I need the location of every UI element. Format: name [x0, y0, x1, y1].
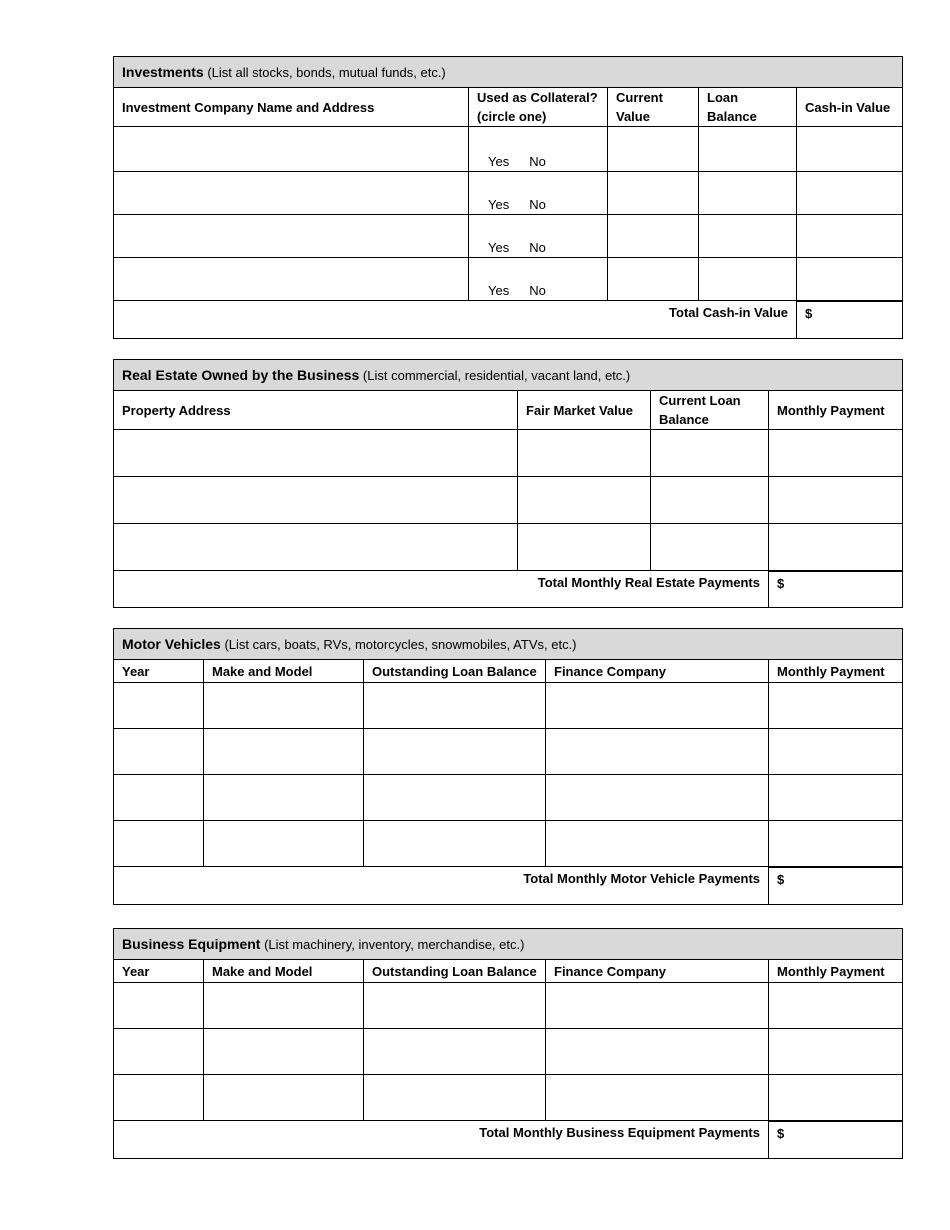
monthly-payment-field[interactable] — [769, 983, 903, 1029]
business-equipment-table — [113, 928, 903, 1159]
no-option[interactable]: No — [529, 197, 546, 212]
table-row — [114, 729, 903, 775]
col-monthly-payment: Monthly Payment — [769, 391, 903, 430]
make-model-field[interactable] — [204, 1029, 364, 1075]
total-motor-vehicle-payments-field[interactable]: $ — [769, 867, 903, 905]
table-row — [114, 430, 903, 477]
business-equipment-title: Business Equipment — [122, 936, 261, 952]
total-cash-in-value-label: Total Cash-in Value — [114, 301, 797, 339]
investment-company-field[interactable] — [114, 258, 469, 301]
investment-company-field[interactable] — [114, 172, 469, 215]
cash-in-value-field[interactable] — [797, 172, 903, 215]
real-estate-table — [113, 359, 903, 608]
current-value-field[interactable] — [608, 127, 699, 172]
no-option[interactable]: No — [529, 240, 546, 255]
cash-in-value-field[interactable] — [797, 127, 903, 172]
real-estate-header — [114, 360, 903, 391]
investments-column-headers — [114, 88, 903, 127]
table-row — [114, 775, 903, 821]
col-finance-company: Finance Company — [546, 960, 769, 983]
make-model-field[interactable] — [204, 729, 364, 775]
monthly-payment-field[interactable] — [769, 775, 903, 821]
total-real-estate-payments-label: Total Monthly Real Estate Payments — [114, 571, 769, 608]
monthly-payment-field[interactable] — [769, 430, 903, 477]
col-finance-company: Finance Company — [546, 660, 769, 683]
col-monthly-payment: Monthly Payment — [769, 660, 903, 683]
col-make-model: Make and Model — [204, 960, 364, 983]
year-field[interactable] — [114, 983, 204, 1029]
finance-company-field[interactable] — [546, 683, 769, 729]
total-business-equipment-payments-label: Total Monthly Business Equipment Payments — [114, 1121, 769, 1159]
investments-subtitle: (List all stocks, bonds, mutual funds, etc.) — [207, 65, 446, 80]
finance-company-field[interactable] — [546, 1029, 769, 1075]
total-cash-in-value-field[interactable]: $ — [797, 301, 903, 339]
no-option[interactable]: No — [529, 283, 546, 298]
business-equipment-column-headers — [114, 960, 903, 983]
property-address-field[interactable] — [114, 430, 518, 477]
table-row — [114, 477, 903, 524]
year-field[interactable] — [114, 1075, 204, 1121]
current-loan-balance-field[interactable] — [651, 524, 769, 571]
motor-vehicles-subtitle: (List cars, boats, RVs, motorcycles, snowmobiles, ATVs, etc.) — [224, 637, 577, 652]
real-estate-column-headers — [114, 391, 903, 430]
loan-balance-field[interactable] — [364, 775, 546, 821]
business-equipment-header — [114, 929, 903, 960]
loan-balance-field[interactable] — [699, 127, 797, 172]
business-equipment-total-row — [114, 1121, 903, 1159]
finance-company-field[interactable] — [546, 983, 769, 1029]
yes-option[interactable]: Yes — [488, 240, 510, 255]
year-field[interactable] — [114, 729, 204, 775]
col-make-model: Make and Model — [204, 660, 364, 683]
no-option[interactable]: No — [529, 154, 546, 169]
investments-total-row — [114, 301, 903, 339]
col-current-loan-balance: Current Loan Balance — [651, 391, 769, 430]
real-estate-total-row — [114, 571, 903, 608]
investments-header — [114, 57, 903, 88]
col-fair-market-value: Fair Market Value — [518, 391, 651, 430]
monthly-payment-field[interactable] — [769, 729, 903, 775]
finance-company-field[interactable] — [546, 821, 769, 867]
make-model-field[interactable] — [204, 983, 364, 1029]
collateral-choice — [469, 127, 608, 172]
finance-company-field[interactable] — [546, 1075, 769, 1121]
finance-company-field[interactable] — [546, 775, 769, 821]
motor-vehicles-total-row — [114, 867, 903, 905]
motor-vehicles-header — [114, 629, 903, 660]
loan-balance-field[interactable] — [699, 215, 797, 258]
collateral-choice — [469, 172, 608, 215]
monthly-payment-field[interactable] — [769, 821, 903, 867]
table-row — [114, 127, 903, 172]
col-loan-balance: Loan Balance — [699, 88, 797, 127]
collateral-choice — [469, 258, 608, 301]
col-outstanding-loan-balance: Outstanding Loan Balance — [364, 660, 546, 683]
table-row — [114, 1075, 903, 1121]
current-loan-balance-field[interactable] — [651, 477, 769, 524]
year-field[interactable] — [114, 1029, 204, 1075]
cash-in-value-field[interactable] — [797, 258, 903, 301]
business-equipment-subtitle: (List machinery, inventory, merchandise, etc.) — [264, 937, 525, 952]
loan-balance-field[interactable] — [364, 1075, 546, 1121]
col-property-address: Property Address — [114, 391, 518, 430]
table-row — [114, 1029, 903, 1075]
table-row — [114, 983, 903, 1029]
col-investment-company: Investment Company Name and Address — [114, 88, 469, 127]
real-estate-title: Real Estate Owned by the Business — [122, 367, 360, 383]
loan-balance-field[interactable] — [364, 821, 546, 867]
year-field[interactable] — [114, 775, 204, 821]
table-row — [114, 258, 903, 301]
col-outstanding-loan-balance: Outstanding Loan Balance — [364, 960, 546, 983]
table-row — [114, 215, 903, 258]
investments-title: Investments — [122, 64, 204, 80]
motor-vehicles-column-headers — [114, 660, 903, 683]
loan-balance-field[interactable] — [364, 683, 546, 729]
year-field[interactable] — [114, 821, 204, 867]
monthly-payment-field[interactable] — [769, 683, 903, 729]
total-motor-vehicle-payments-label: Total Monthly Motor Vehicle Payments — [114, 867, 769, 905]
collateral-choice — [469, 215, 608, 258]
fair-market-value-field[interactable] — [518, 430, 651, 477]
investments-table — [113, 56, 903, 339]
current-loan-balance-field[interactable] — [651, 430, 769, 477]
finance-company-field[interactable] — [546, 729, 769, 775]
fair-market-value-field[interactable] — [518, 524, 651, 571]
make-model-field[interactable] — [204, 1075, 364, 1121]
year-field[interactable] — [114, 683, 204, 729]
yes-option[interactable]: Yes — [488, 283, 510, 298]
make-model-field[interactable] — [204, 683, 364, 729]
table-row — [114, 821, 903, 867]
col-used-as-collateral: Used as Collateral? (circle one) — [469, 88, 608, 127]
loan-balance-field[interactable] — [364, 983, 546, 1029]
total-real-estate-payments-field[interactable]: $ — [769, 571, 903, 608]
fair-market-value-field[interactable] — [518, 477, 651, 524]
table-row — [114, 683, 903, 729]
motor-vehicles-table — [113, 628, 903, 905]
loan-balance-field[interactable] — [364, 1029, 546, 1075]
col-current-value: Current Value — [608, 88, 699, 127]
total-business-equipment-payments-field[interactable]: $ — [769, 1121, 903, 1159]
loan-balance-field[interactable] — [699, 172, 797, 215]
motor-vehicles-title: Motor Vehicles — [122, 636, 221, 652]
col-year: Year — [114, 960, 204, 983]
col-cash-in-value: Cash-in Value — [797, 88, 903, 127]
monthly-payment-field[interactable] — [769, 477, 903, 524]
property-address-field[interactable] — [114, 477, 518, 524]
yes-option[interactable]: Yes — [488, 197, 510, 212]
make-model-field[interactable] — [204, 821, 364, 867]
current-value-field[interactable] — [608, 215, 699, 258]
table-row — [114, 172, 903, 215]
col-monthly-payment: Monthly Payment — [769, 960, 903, 983]
monthly-payment-field[interactable] — [769, 1029, 903, 1075]
make-model-field[interactable] — [204, 775, 364, 821]
property-address-field[interactable] — [114, 524, 518, 571]
loan-balance-field[interactable] — [699, 258, 797, 301]
yes-option[interactable]: Yes — [488, 154, 510, 169]
current-value-field[interactable] — [608, 258, 699, 301]
table-row — [114, 524, 903, 571]
investment-company-field[interactable] — [114, 127, 469, 172]
real-estate-subtitle: (List commercial, residential, vacant land, etc.) — [362, 368, 631, 383]
loan-balance-field[interactable] — [364, 729, 546, 775]
cash-in-value-field[interactable] — [797, 215, 903, 258]
current-value-field[interactable] — [608, 172, 699, 215]
monthly-payment-field[interactable] — [769, 1075, 903, 1121]
monthly-payment-field[interactable] — [769, 524, 903, 571]
investment-company-field[interactable] — [114, 215, 469, 258]
col-year: Year — [114, 660, 204, 683]
